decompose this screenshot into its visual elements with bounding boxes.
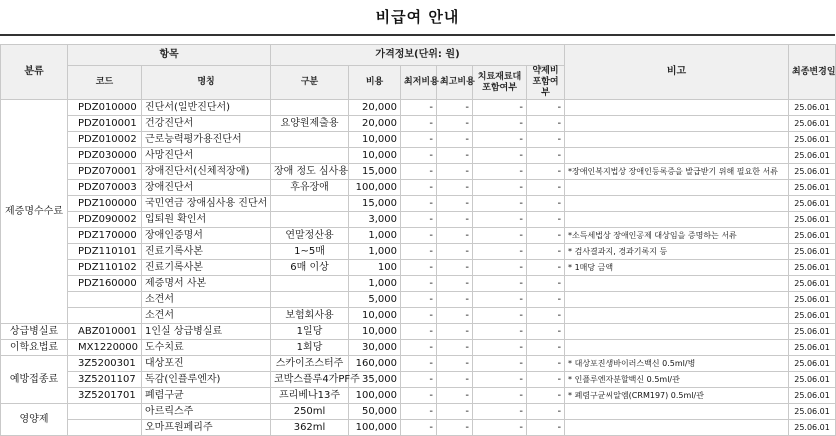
gubun-cell — [271, 276, 349, 292]
treatment-included-cell: - — [473, 276, 527, 292]
note-cell — [565, 420, 789, 436]
max-cost-cell: - — [437, 324, 473, 340]
table-row — [1, 404, 836, 420]
category-cell: 이학요법료 — [1, 340, 68, 356]
drug-included-cell: - — [527, 180, 565, 196]
drug-included-cell: - — [527, 276, 565, 292]
min-cost-cell: - — [401, 340, 437, 356]
code-cell: PDZ100000 — [68, 196, 142, 212]
header-code: 코드 — [68, 66, 142, 100]
name-cell: 진료기록사본 — [142, 244, 271, 260]
max-cost-cell: - — [437, 404, 473, 420]
cost-cell: 100,000 — [349, 180, 401, 196]
note-cell — [565, 276, 789, 292]
drug-included-cell: - — [527, 372, 565, 388]
table-row — [1, 356, 836, 372]
drug-included-cell: - — [527, 420, 565, 436]
drug-included-cell: - — [527, 292, 565, 308]
treatment-included-cell: - — [473, 260, 527, 276]
header-max-cost: 최고비용 — [437, 66, 473, 100]
gubun-cell: 250ml — [271, 404, 349, 420]
note-cell — [565, 340, 789, 356]
gubun-cell: 코박스플루4가PF주 — [271, 372, 349, 388]
header-note: 비고 — [565, 45, 789, 100]
drug-included-cell: - — [527, 404, 565, 420]
table-row — [1, 292, 836, 308]
last-changed-cell: 25.06.01 — [789, 196, 836, 212]
note-cell — [565, 132, 789, 148]
treatment-included-cell: - — [473, 308, 527, 324]
cost-cell: 35,000 — [349, 372, 401, 388]
min-cost-cell: - — [401, 196, 437, 212]
name-cell: 진단서(일반진단서) — [142, 100, 271, 116]
category-cell: 영양제 — [1, 404, 68, 436]
category-cell: 예방접종료 — [1, 356, 68, 404]
min-cost-cell: - — [401, 132, 437, 148]
note-cell — [565, 148, 789, 164]
table-row — [1, 276, 836, 292]
gubun-cell — [271, 132, 349, 148]
treatment-included-cell: - — [473, 244, 527, 260]
gubun-cell: 후유장애 — [271, 180, 349, 196]
name-cell: 제증명서 사본 — [142, 276, 271, 292]
last-changed-cell: 25.06.01 — [789, 356, 836, 372]
min-cost-cell: - — [401, 180, 437, 196]
min-cost-cell: - — [401, 372, 437, 388]
header-price-group: 가격정보(단위: 원) — [271, 45, 565, 66]
last-changed-cell: 25.06.01 — [789, 164, 836, 180]
gubun-cell: 1일당 — [271, 324, 349, 340]
gubun-cell: 스카이조스터주 — [271, 356, 349, 372]
code-cell: 3Z5201701 — [68, 388, 142, 404]
last-changed-cell: 25.06.01 — [789, 100, 836, 116]
name-cell: 아르릭스주 — [142, 404, 271, 420]
note-cell: * 1매당 금액 — [565, 260, 789, 276]
note-cell: * 검사결과지, 경과기록지 등 — [565, 244, 789, 260]
gubun-cell: 장애 정도 심사용 — [271, 164, 349, 180]
treatment-included-cell: - — [473, 404, 527, 420]
code-cell — [68, 292, 142, 308]
treatment-included-cell: - — [473, 372, 527, 388]
gubun-cell — [271, 212, 349, 228]
table-row — [1, 324, 836, 340]
drug-included-cell: - — [527, 244, 565, 260]
note-cell — [565, 116, 789, 132]
min-cost-cell: - — [401, 100, 437, 116]
cost-cell: 3,000 — [349, 212, 401, 228]
table-row — [1, 116, 836, 132]
note-cell — [565, 100, 789, 116]
code-cell: PDZ170000 — [68, 228, 142, 244]
last-changed-cell: 25.06.01 — [789, 132, 836, 148]
min-cost-cell: - — [401, 420, 437, 436]
treatment-included-cell: - — [473, 132, 527, 148]
table-row — [1, 340, 836, 356]
code-cell: PDZ090002 — [68, 212, 142, 228]
max-cost-cell: - — [437, 212, 473, 228]
name-cell: 근로능력평가용진단서 — [142, 132, 271, 148]
name-cell: 진료기록사본 — [142, 260, 271, 276]
drug-included-cell: - — [527, 308, 565, 324]
max-cost-cell: - — [437, 372, 473, 388]
code-cell: PDZ030000 — [68, 148, 142, 164]
min-cost-cell: - — [401, 388, 437, 404]
name-cell: 1인실 상급병실료 — [142, 324, 271, 340]
min-cost-cell: - — [401, 308, 437, 324]
drug-included-cell: - — [527, 132, 565, 148]
treatment-included-cell: - — [473, 196, 527, 212]
note-cell — [565, 324, 789, 340]
cost-cell: 1,000 — [349, 228, 401, 244]
name-cell: 입퇴원 확인서 — [142, 212, 271, 228]
code-cell: ABZ010001 — [68, 324, 142, 340]
max-cost-cell: - — [437, 100, 473, 116]
name-cell: 소견서 — [142, 292, 271, 308]
min-cost-cell: - — [401, 324, 437, 340]
title-bar — [0, 0, 835, 36]
treatment-included-cell: - — [473, 116, 527, 132]
header-gubun: 구분 — [271, 66, 349, 100]
header-category: 분류 — [1, 45, 68, 100]
drug-included-cell: - — [527, 100, 565, 116]
min-cost-cell: - — [401, 276, 437, 292]
code-cell: 3Z5200301 — [68, 356, 142, 372]
table-row — [1, 132, 836, 148]
cost-cell: 20,000 — [349, 100, 401, 116]
header-row-top — [1, 45, 836, 66]
name-cell: 사망진단서 — [142, 148, 271, 164]
note-cell — [565, 292, 789, 308]
last-changed-cell: 25.06.01 — [789, 148, 836, 164]
max-cost-cell: - — [437, 132, 473, 148]
cost-cell: 100,000 — [349, 420, 401, 436]
header-treatment-included: 치료재료대 포함여부 — [473, 66, 527, 100]
header-name: 명칭 — [142, 66, 271, 100]
drug-included-cell: - — [527, 388, 565, 404]
gubun-cell: 프리베나13주 — [271, 388, 349, 404]
cost-cell: 100 — [349, 260, 401, 276]
gubun-cell: 1회당 — [271, 340, 349, 356]
header-cost: 비용 — [349, 66, 401, 100]
table-row — [1, 388, 836, 404]
min-cost-cell: - — [401, 356, 437, 372]
name-cell: 장애진단서(신체적장애) — [142, 164, 271, 180]
cost-cell: 5,000 — [349, 292, 401, 308]
last-changed-cell: 25.06.01 — [789, 276, 836, 292]
treatment-included-cell: - — [473, 356, 527, 372]
gubun-cell — [271, 292, 349, 308]
max-cost-cell: - — [437, 148, 473, 164]
note-cell — [565, 180, 789, 196]
table-row — [1, 308, 836, 324]
last-changed-cell: 25.06.01 — [789, 388, 836, 404]
cost-cell: 1,000 — [349, 244, 401, 260]
cost-cell: 1,000 — [349, 276, 401, 292]
max-cost-cell: - — [437, 196, 473, 212]
table-row — [1, 372, 836, 388]
min-cost-cell: - — [401, 212, 437, 228]
max-cost-cell: - — [437, 420, 473, 436]
code-cell: PDZ070001 — [68, 164, 142, 180]
treatment-included-cell: - — [473, 420, 527, 436]
table-row — [1, 420, 836, 436]
last-changed-cell: 25.06.01 — [789, 372, 836, 388]
last-changed-cell: 25.06.01 — [789, 340, 836, 356]
treatment-included-cell: - — [473, 388, 527, 404]
max-cost-cell: - — [437, 164, 473, 180]
table-row — [1, 180, 836, 196]
header-item-group: 항목 — [68, 45, 271, 66]
note-cell — [565, 212, 789, 228]
code-cell — [68, 404, 142, 420]
note-cell: * 대상포진생바이러스백신 0.5ml/병 — [565, 356, 789, 372]
drug-included-cell: - — [527, 148, 565, 164]
gubun-cell: 연말정산용 — [271, 228, 349, 244]
gubun-cell — [271, 196, 349, 212]
last-changed-cell: 25.06.01 — [789, 260, 836, 276]
last-changed-cell: 25.06.01 — [789, 180, 836, 196]
min-cost-cell: - — [401, 148, 437, 164]
last-changed-cell: 25.06.01 — [789, 404, 836, 420]
last-changed-cell: 25.06.01 — [789, 292, 836, 308]
max-cost-cell: - — [437, 292, 473, 308]
last-changed-cell: 25.06.01 — [789, 420, 836, 436]
non-covered-fee-table — [0, 44, 836, 436]
page-title: 비급여 안내 — [375, 8, 460, 26]
drug-included-cell: - — [527, 356, 565, 372]
name-cell: 폐렴구균 — [142, 388, 271, 404]
table-row — [1, 100, 836, 116]
note-cell — [565, 308, 789, 324]
max-cost-cell: - — [437, 308, 473, 324]
gubun-cell: 요양원제출용 — [271, 116, 349, 132]
code-cell: MX1220000 — [68, 340, 142, 356]
name-cell: 도수치료 — [142, 340, 271, 356]
max-cost-cell: - — [437, 388, 473, 404]
table-row — [1, 228, 836, 244]
fee-table-container — [0, 44, 835, 436]
cost-cell: 15,000 — [349, 164, 401, 180]
gubun-cell — [271, 148, 349, 164]
max-cost-cell: - — [437, 340, 473, 356]
last-changed-cell: 25.06.01 — [789, 308, 836, 324]
note-cell: * 인플루엔자분할백신 0.5ml/관 — [565, 372, 789, 388]
name-cell: 장애진단서 — [142, 180, 271, 196]
cost-cell: 50,000 — [349, 404, 401, 420]
treatment-included-cell: - — [473, 100, 527, 116]
code-cell: 3Z5201107 — [68, 372, 142, 388]
table-row — [1, 260, 836, 276]
note-cell — [565, 196, 789, 212]
note-cell: *소득세법상 장애인공제 대상임을 증명하는 서류 — [565, 228, 789, 244]
treatment-included-cell: - — [473, 212, 527, 228]
min-cost-cell: - — [401, 404, 437, 420]
table-row — [1, 148, 836, 164]
cost-cell: 30,000 — [349, 340, 401, 356]
category-cell: 상급병실료 — [1, 324, 68, 340]
last-changed-cell: 25.06.01 — [789, 228, 836, 244]
drug-included-cell: - — [527, 196, 565, 212]
header-drug-included: 약제비 포함여부 — [527, 66, 565, 100]
treatment-included-cell: - — [473, 148, 527, 164]
drug-included-cell: - — [527, 324, 565, 340]
cost-cell: 10,000 — [349, 324, 401, 340]
treatment-included-cell: - — [473, 324, 527, 340]
max-cost-cell: - — [437, 116, 473, 132]
gubun-cell — [271, 100, 349, 116]
last-changed-cell: 25.06.01 — [789, 324, 836, 340]
min-cost-cell: - — [401, 116, 437, 132]
gubun-cell: 6매 이상 — [271, 260, 349, 276]
cost-cell: 10,000 — [349, 132, 401, 148]
name-cell: 국민연금 장애심사용 진단서 — [142, 196, 271, 212]
cost-cell: 10,000 — [349, 308, 401, 324]
table-row — [1, 164, 836, 180]
drug-included-cell: - — [527, 212, 565, 228]
drug-included-cell: - — [527, 260, 565, 276]
table-row — [1, 244, 836, 260]
max-cost-cell: - — [437, 356, 473, 372]
code-cell: PDZ110101 — [68, 244, 142, 260]
drug-included-cell: - — [527, 340, 565, 356]
max-cost-cell: - — [437, 180, 473, 196]
code-cell: PDZ010002 — [68, 132, 142, 148]
last-changed-cell: 25.06.01 — [789, 212, 836, 228]
cost-cell: 10,000 — [349, 148, 401, 164]
last-changed-cell: 25.06.01 — [789, 244, 836, 260]
max-cost-cell: - — [437, 276, 473, 292]
table-row — [1, 196, 836, 212]
code-cell: PDZ010001 — [68, 116, 142, 132]
treatment-included-cell: - — [473, 180, 527, 196]
treatment-included-cell: - — [473, 164, 527, 180]
name-cell: 건강진단서 — [142, 116, 271, 132]
max-cost-cell: - — [437, 260, 473, 276]
min-cost-cell: - — [401, 164, 437, 180]
drug-included-cell: - — [527, 228, 565, 244]
treatment-included-cell: - — [473, 340, 527, 356]
name-cell: 오마프원페리주 — [142, 420, 271, 436]
last-changed-cell: 25.06.01 — [789, 116, 836, 132]
max-cost-cell: - — [437, 228, 473, 244]
note-cell: * 폐렴구균씨알엠(CRM197) 0.5ml/관 — [565, 388, 789, 404]
code-cell: PDZ070003 — [68, 180, 142, 196]
code-cell: PDZ160000 — [68, 276, 142, 292]
category-cell: 제증명수수료 — [1, 100, 68, 324]
max-cost-cell: - — [437, 244, 473, 260]
code-cell — [68, 308, 142, 324]
cost-cell: 15,000 — [349, 196, 401, 212]
code-cell: PDZ010000 — [68, 100, 142, 116]
min-cost-cell: - — [401, 260, 437, 276]
header-min-cost: 최저비용 — [401, 66, 437, 100]
note-cell — [565, 404, 789, 420]
cost-cell: 20,000 — [349, 116, 401, 132]
gubun-cell: 362ml — [271, 420, 349, 436]
table-row — [1, 212, 836, 228]
cost-cell: 160,000 — [349, 356, 401, 372]
treatment-included-cell: - — [473, 292, 527, 308]
treatment-included-cell: - — [473, 228, 527, 244]
drug-included-cell: - — [527, 116, 565, 132]
header-last-changed: 최종변경일 — [789, 45, 836, 100]
min-cost-cell: - — [401, 292, 437, 308]
name-cell: 장애인증명서 — [142, 228, 271, 244]
gubun-cell: 보험회사용 — [271, 308, 349, 324]
name-cell: 소견서 — [142, 308, 271, 324]
table-body — [1, 100, 836, 436]
note-cell: *장애인복지법상 장애인등록증을 발급받기 위해 필요한 서류 — [565, 164, 789, 180]
code-cell — [68, 420, 142, 436]
name-cell: 독감(인플루엔자) — [142, 372, 271, 388]
min-cost-cell: - — [401, 228, 437, 244]
min-cost-cell: - — [401, 244, 437, 260]
cost-cell: 100,000 — [349, 388, 401, 404]
code-cell: PDZ110102 — [68, 260, 142, 276]
name-cell: 대상포진 — [142, 356, 271, 372]
drug-included-cell: - — [527, 164, 565, 180]
gubun-cell: 1~5매 — [271, 244, 349, 260]
